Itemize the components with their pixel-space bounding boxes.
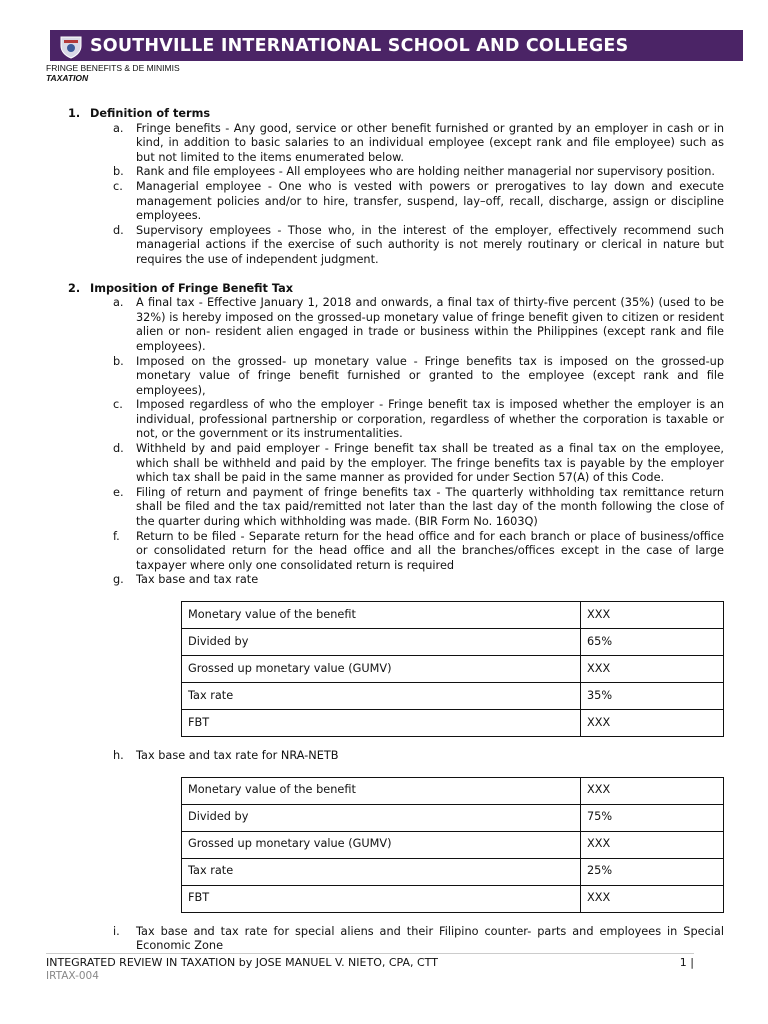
list-item: b. Imposed on the grossed- up monetary value - Fringe benefits tax is imposed on the grossed-up monetary value of fringe benefit furnished or granted to the employee (except rank and file employees),: [113, 354, 724, 397]
tax-table-h: [181, 777, 724, 913]
section-number: 2.: [68, 281, 81, 295]
tax-table-g: [181, 601, 724, 737]
page-footer: [46, 953, 694, 969]
table-row: FBT XXX: [182, 710, 724, 737]
list-item: c. Managerial employee - One who is vested with powers or prerogatives to lay down and execute management policies and/or to hire, transfer, suspend, lay–off, recall, discharge, assign or discipline employees.: [113, 179, 724, 223]
table-row: Tax rate 35%: [182, 683, 724, 710]
tax-table-h-wrapper: [181, 777, 724, 913]
table-row: Monetary value of the benefit XXX: [182, 602, 724, 629]
list-item: h. Tax base and tax rate for NRA-NETB: [113, 749, 339, 762]
section-title-text: Definition of terms: [90, 107, 211, 120]
section-1-title: [68, 107, 724, 122]
section-2-list-cont-h: [68, 749, 724, 764]
document-body: [68, 107, 724, 954]
list-item: d. Withheld by and paid employer - Fringe benefit tax shall be treated as a final tax on the employee, which shall be withheld and paid by the employer. The fringe benefits tax is payable by the employer which tax shall be paid in the same manner as provided for under Section 57(A) of this Code.: [113, 442, 724, 485]
list-item: f. Return to be filed - Separate return for the head office and for each branch or place of business/office or consolidated return for the head office and all the branches/offices except in the case of large taxpayer where only one consolidated return is required: [113, 529, 724, 572]
list-item: a. A final tax - Effective January 1, 2018 and onwards, a final tax of thirty-five percent (35%) (used to be 32%) is hereby imposed on the grossed-up monetary value of fringe benefit given to citizen or resident alien or non- resident alien engaged in trade or business within the Philippines (except rank and file employees).: [113, 296, 724, 353]
list-item: g. Tax base and tax rate: [113, 573, 259, 587]
section-2-list-cont-i: [68, 925, 724, 954]
table-row: Divided by 65%: [182, 629, 724, 656]
school-banner: [50, 30, 743, 61]
school-crest-icon: [58, 33, 84, 59]
list-item: b. Rank and file employees - All employees who are holding neither managerial nor supervisory position.: [113, 165, 715, 179]
list-item: c. Imposed regardless of who the employer - Fringe benefit tax is imposed whether the employer is an individual, professional partnership or corporation, regardless of whether the corporation is taxable or not, or the government or its instrumentalities.: [113, 398, 724, 441]
school-name: SOUTHVILLE INTERNATIONAL SCHOOL AND COLLEGES: [90, 35, 629, 56]
list-item: d. Supervisory employees - Those who, in the interest of the employer, effectively recommend such managerial actions if the exercise of such authority is not merely routinary or clerical in nature but requires the use of independent judgment.: [113, 223, 724, 266]
table-row: Divided by 75%: [182, 804, 724, 831]
table-row: Grossed up monetary value (GUMV) XXX: [182, 656, 724, 683]
page-number: 1 |: [679, 956, 694, 969]
footer-title: INTEGRATED REVIEW IN TAXATION by JOSE MANUEL V. NIETO, CPA, CTT: [46, 956, 438, 969]
section-1-list: [68, 122, 724, 268]
section-title-text: Imposition of Fringe Benefit Tax: [90, 281, 294, 295]
list-item: i. Tax base and tax rate for special aliens and their Filipino counter- parts and employees in Special Economic Zone: [113, 924, 724, 953]
list-item: a. Fringe benefits - Any good, service or other benefit furnished or granted by an employer in cash or in kind, in addition to basic salaries to an individual employee (except rank and file employee) such as but not limited to the items enumerated below.: [113, 121, 724, 164]
table-row: Grossed up monetary value (GUMV) XXX: [182, 831, 724, 858]
subject-title: TAXATION: [46, 73, 89, 83]
section-2-title: [68, 282, 724, 297]
topic-title: FRINGE BENEFITS & DE MINIMIS: [46, 63, 180, 73]
section-number: 1.: [68, 107, 81, 120]
section-2-list: [68, 296, 724, 588]
list-item: e. Filing of return and payment of fringe benefits tax - The quarterly withholding tax remittance return shall be filed and the tax paid/remitted not later than the last day of the month following the close of the quarter during which withholding was made. (BIR Form No. 1603Q): [113, 485, 724, 529]
document-code: IRTAX-004: [46, 970, 99, 982]
table-row: FBT XXX: [182, 885, 724, 912]
table-row: Monetary value of the benefit XXX: [182, 777, 724, 804]
tax-table-g-wrapper: [181, 601, 724, 737]
table-row: Tax rate 25%: [182, 858, 724, 885]
